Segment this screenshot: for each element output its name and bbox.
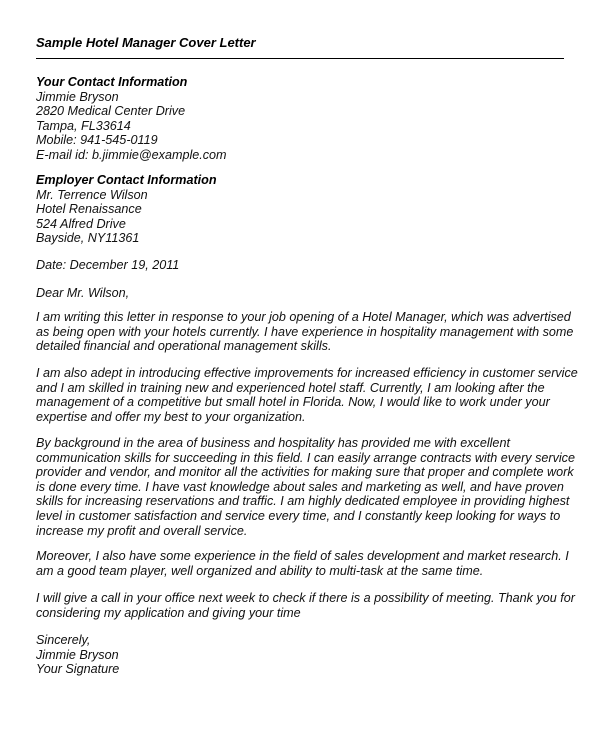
body-paragraph-3 xyxy=(36,436,596,538)
letter-greeting xyxy=(36,286,596,301)
paragraph-line: level in customer satisfaction and service every time, and I constantly keep looking for ways to xyxy=(36,508,561,523)
paragraph-line: I am also adept in introducing effective improvements for increased efficiency in customer service xyxy=(36,366,578,380)
employer-contact-company: Hotel Renaissance xyxy=(36,202,142,217)
title-divider xyxy=(36,58,564,59)
paragraph-line: Moreover, I also have some experience in the field of sales development and market research. I xyxy=(36,549,569,563)
employer-contact-heading: Employer Contact Information xyxy=(36,173,217,187)
letter-greeting-text: Dear Mr. Wilson, xyxy=(36,286,130,300)
your-contact-email: E-mail id: b.jimmie@example.com xyxy=(36,147,227,162)
document-title: Sample Hotel Manager Cover Letter xyxy=(36,35,256,50)
paragraph-line: communication skills for succeeding in this field. I can easily arrange contracts with every service xyxy=(36,450,575,465)
paragraph-line: provider and vendor, and monitor all the activities for making sure that proper and complete work xyxy=(36,465,574,480)
letter-closing xyxy=(36,633,596,677)
paragraph-line: increase my profit and overall service. xyxy=(36,523,248,538)
body-paragraph-4 xyxy=(36,549,596,578)
paragraph-line: and I am skilled in training new and experienced hotel staff. Currently, I am looking after the xyxy=(36,380,545,395)
your-contact-mobile: Mobile: 941-545-0119 xyxy=(36,133,158,148)
paragraph-line: expertise and offer my best to your organization. xyxy=(36,409,306,424)
employer-contact-section xyxy=(36,173,596,246)
your-contact-heading: Your Contact Information xyxy=(36,75,188,89)
paragraph-line: I will give a call in your office next week to check if there is a possibility of meeting. Thank you for xyxy=(36,591,575,605)
closing-name: Jimmie Bryson xyxy=(36,647,119,662)
paragraph-line: skills for increasing reservations and traffic. I am highly dedicated employee in providing highest xyxy=(36,494,570,509)
employer-contact-city: Bayside, NY11361 xyxy=(36,231,140,246)
body-paragraph-2 xyxy=(36,366,596,424)
your-contact-section xyxy=(36,75,596,163)
paragraph-line: I am writing this letter in response to your job opening of a Hotel Manager, which was advertised xyxy=(36,310,571,324)
paragraph-line: management of a competitive but small hotel in Florida. Now, I would like to work under your xyxy=(36,395,550,410)
your-contact-city: Tampa, FL33614 xyxy=(36,118,131,133)
your-contact-street: 2820 Medical Center Drive xyxy=(36,104,186,119)
your-contact-name: Jimmie Bryson xyxy=(36,89,119,104)
paragraph-line: as being open with your hotels currently. I have experience in hospitality management with some xyxy=(36,324,574,339)
paragraph-line: am a good team player, well organized and ability to multi-task at the same time. xyxy=(36,563,484,578)
body-paragraph-5 xyxy=(36,591,596,620)
paragraph-line: considering my application and giving your time xyxy=(36,605,301,620)
employer-contact-street: 524 Alfred Drive xyxy=(36,216,126,231)
paragraph-line: By background in the area of business and hospitality has provided me with excellent xyxy=(36,436,510,450)
letter-date-text: Date: December 19, 2011 xyxy=(36,258,180,272)
closing-salutation: Sincerely, xyxy=(36,633,91,647)
letter-date xyxy=(36,258,596,273)
paragraph-line: detailed financial and operational management skills. xyxy=(36,339,332,354)
body-paragraph-1 xyxy=(36,310,596,354)
paragraph-line: is done every time. I have vast knowledge about sales and marketing as well, and have proven xyxy=(36,479,564,494)
closing-signature: Your Signature xyxy=(36,662,120,677)
employer-contact-name: Mr. Terrence Wilson xyxy=(36,187,148,202)
